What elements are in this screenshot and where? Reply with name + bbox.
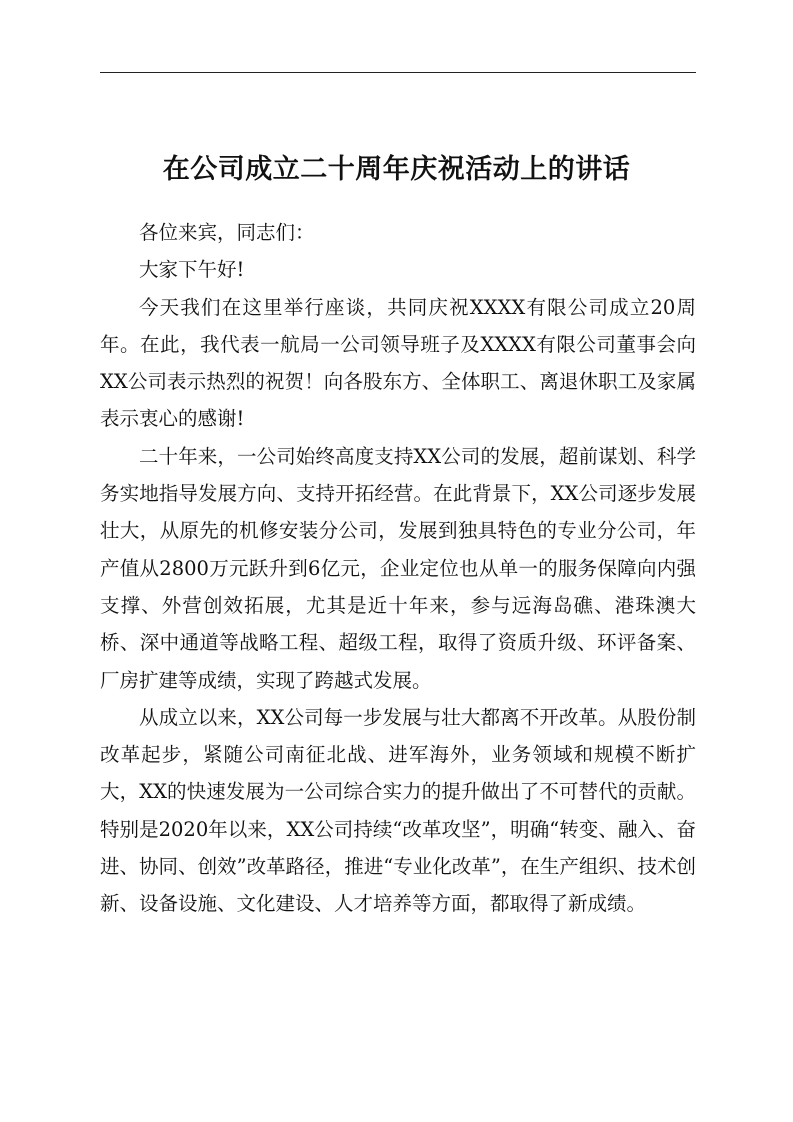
salutation: 大家下午好! — [139, 258, 245, 282]
body-paragraph-1: 今天我们在这里举行座谈，共同庆祝XXXX有限公司成立20周年。在此，我代表一航局一公司领导班子及XXXX有限公司董事会向XX公司表示热烈的祝贺！向各股东方、全体职工、离退休职工及家属表示衷心的感谢! — [100, 295, 696, 431]
body-paragraph-3: 从成立以来，XX公司每一步发展与壮大都离不开改革。从股份制改革起步，紧随公司南征北战、进军海外，业务领域和规模不断扩大，XX的快速发展为一公司综合实力的提升做出了不可替代的贡献。特别是2020年以来，XX公司持续“改革攻坚”，明确“转变、融入、奋进、协同、创效”改革路径，推进“专业化改革”，在生产组织、技术创新、设备设施、文化建设、人才培养等方面，都取得了新成绩。 — [100, 705, 696, 916]
header-rule — [100, 72, 696, 73]
document-title: 在公司成立二十周年庆祝活动上的讲话 — [162, 154, 631, 185]
greeting: 各位来宾，同志们： — [139, 221, 315, 244]
document-body — [100, 214, 696, 923]
body-paragraph-2: 二十年来，一公司始终高度支持XX公司的发展，超前谋划、科学务实地指导发展方向、支持开拓经营。在此背景下，XX公司逐步发展壮大，从原先的机修安装分公司，发展到独具特色的专业分公司，年产值从2800万元跃升到6亿元，企业定位也从单一的服务保障向内强支撑、外营创效拓展，尤其是近十年来，参与远海岛礁、港珠澳大桥、深中通道等战略工程、超级工程，取得了资质升级、环评备案、厂房扩建等成绩，实现了跨越式发展。 — [100, 444, 696, 692]
